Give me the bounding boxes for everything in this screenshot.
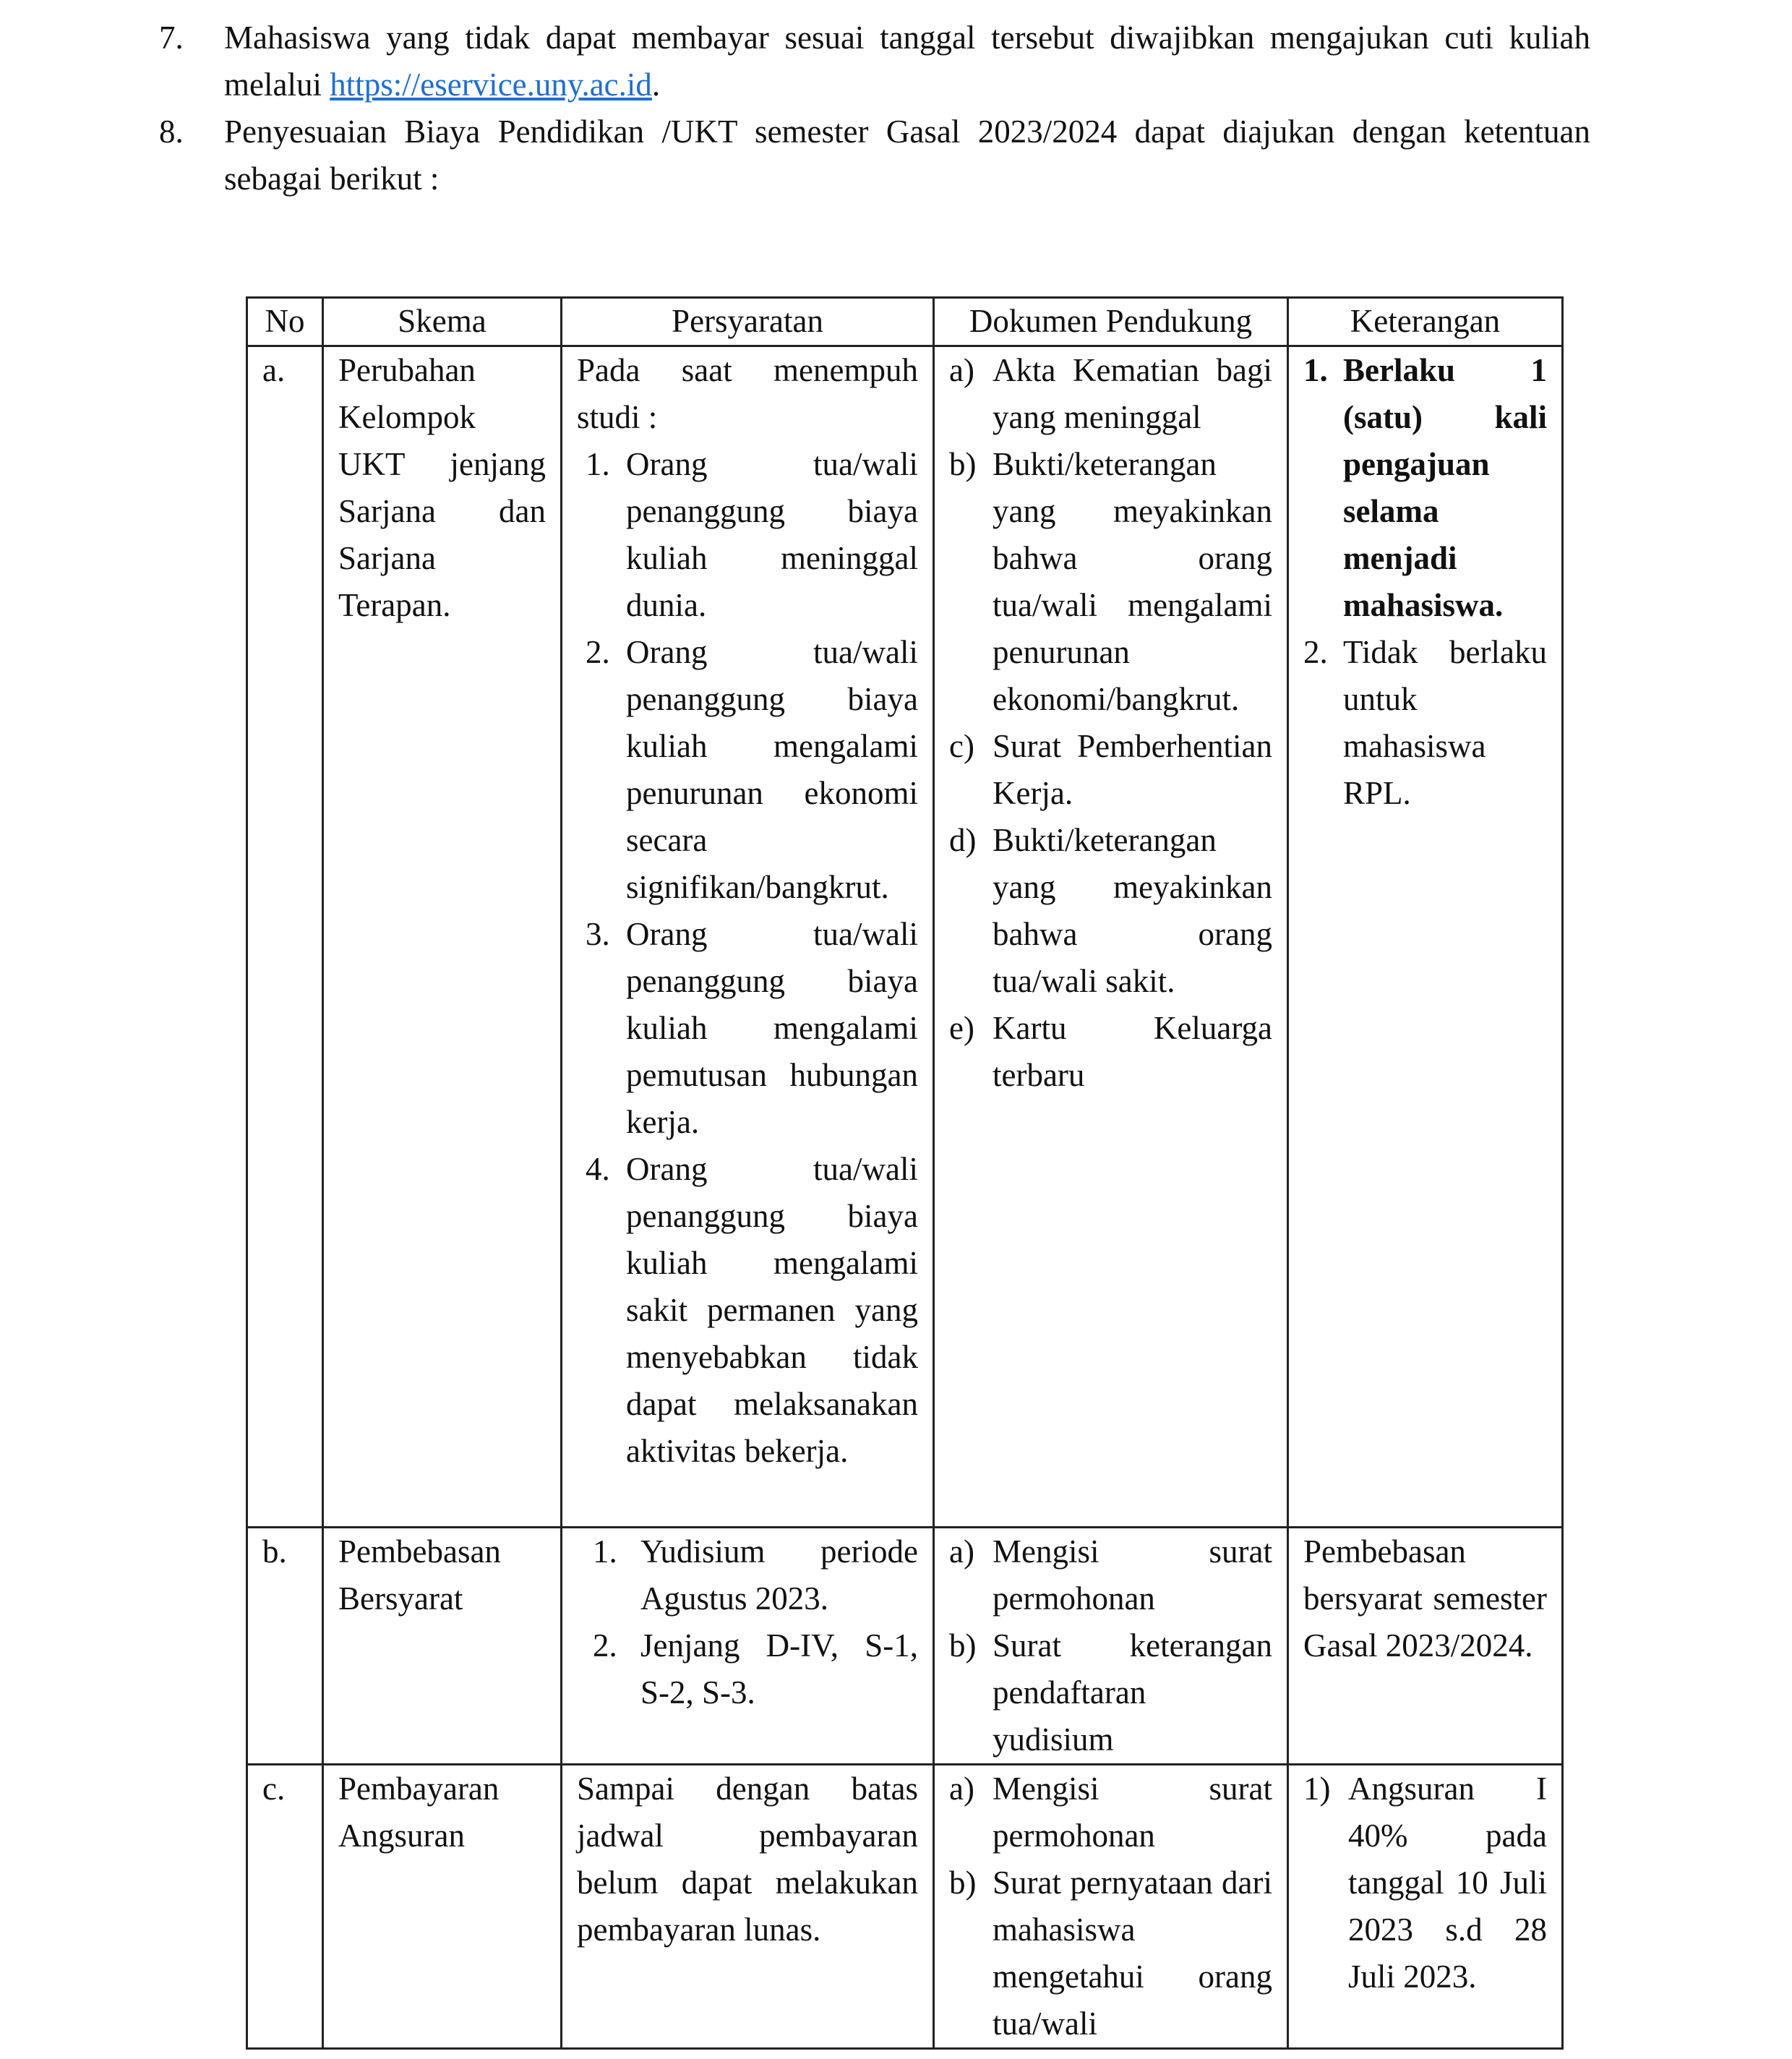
list-item — [577, 1146, 918, 1475]
list-item — [949, 817, 1272, 1005]
persyaratan-list — [577, 1528, 918, 1716]
item-marker: a) — [949, 1771, 974, 1807]
item-text: Orang tua/wali penanggung biaya kuliah mengalami pemutusan hubungan kerja. — [626, 916, 918, 1140]
list-item — [1303, 629, 1547, 817]
list-item — [577, 441, 918, 629]
list-item — [949, 347, 1272, 441]
table-row — [247, 1765, 1563, 2049]
cell-keterangan: Pembebasan bersyarat semester Gasal 2023/2024. — [1288, 1528, 1563, 1765]
list-item — [949, 1859, 1272, 2047]
cell-no: a. — [247, 346, 323, 1528]
cell-keterangan — [1288, 346, 1563, 1528]
item-marker: 1. — [593, 1533, 617, 1570]
item-marker: 4. — [586, 1151, 610, 1187]
item-marker: a) — [949, 1533, 974, 1570]
cell-persyaratan: Sampai dengan batas jadwal pembayaran belum dapat melakukan pembayaran lunas. — [562, 1765, 934, 2049]
cell-persyaratan — [562, 346, 934, 1528]
item-marker: c) — [949, 728, 974, 764]
header-dokumen: Dokumen Pendukung — [934, 298, 1288, 346]
list-item — [577, 629, 918, 911]
item-marker: d) — [949, 822, 977, 858]
item-marker: b) — [949, 1865, 977, 1901]
cell-dokumen — [934, 346, 1288, 1528]
item-text: Orang tua/wali penanggung biaya kuliah mengalami penurunan ekonomi secara signifikan/bangkrut. — [626, 634, 918, 905]
list-item — [577, 1622, 918, 1716]
list-item — [949, 723, 1272, 817]
item-text: Surat Pemberhentian Kerja. — [993, 728, 1272, 811]
keterangan-list — [1303, 347, 1547, 817]
item-text: Angsuran I 40% pada tanggal 10 Juli 2023 s.d 28 Juli 2023. — [1348, 1771, 1547, 1995]
list-item — [949, 1765, 1272, 1859]
list-number: 7. — [159, 20, 184, 56]
table-header-row — [247, 298, 1563, 346]
cell-dokumen — [934, 1765, 1288, 2049]
header-persyaratan: Persyaratan — [562, 298, 934, 346]
item-marker: 2. — [593, 1627, 617, 1664]
cell-no: c. — [247, 1765, 323, 2049]
item-text: Orang tua/wali penanggung biaya kuliah mengalami sakit permanen yang menyebabkan tidak dapat melaksanakan aktivitas bekerja. — [626, 1151, 918, 1469]
item-text: Jenjang D-IV, S-1, S-2, S-3. — [640, 1627, 918, 1711]
dokumen-list — [949, 1765, 1272, 2047]
dokumen-list — [949, 1528, 1272, 1763]
list-text: Mahasiswa yang tidak dapat membayar sesuai tanggal tersebut diwajibkan mengajukan cuti kuliah melalui — [224, 20, 1590, 103]
list-item — [949, 441, 1272, 723]
item-text: Bukti/keterangan yang meyakinkan bahwa orang tua/wali sakit. — [993, 822, 1272, 999]
table-row — [247, 1528, 1563, 1765]
header-skema: Skema — [323, 298, 562, 346]
intro-numbered-list — [159, 14, 1590, 202]
cell-skema: Pembayaran Angsuran — [323, 1765, 562, 2049]
list-item-8 — [159, 108, 1590, 202]
item-marker: 2. — [586, 634, 610, 670]
item-text: Bukti/keterangan yang meyakinkan bahwa orang tua/wali mengalami penurunan ekonomi/bangkrut. — [993, 446, 1272, 717]
list-item — [577, 1528, 918, 1622]
item-marker: e) — [949, 1010, 974, 1046]
item-marker: b) — [949, 446, 977, 482]
item-text: Surat pernyataan dari mahasiswa mengetahui orang tua/wali — [993, 1865, 1272, 2042]
item-marker: 3. — [586, 916, 610, 952]
item-marker: 1. — [586, 446, 610, 482]
list-text: Penyesuaian Biaya Pendidikan /UKT semester Gasal 2023/2024 dapat diajukan dengan ketentuan sebagai berikut : — [224, 114, 1590, 197]
cell-dokumen — [934, 1528, 1288, 1765]
list-item — [949, 1005, 1272, 1099]
eservice-link[interactable]: https://eservice.uny.ac.id — [330, 67, 652, 103]
list-item — [1303, 1765, 1547, 2000]
item-text: Berlaku 1 (satu) kali pengajuan selama menjadi mahasiswa. — [1343, 352, 1547, 623]
dokumen-list — [949, 347, 1272, 1099]
item-marker: b) — [949, 1627, 977, 1664]
item-marker: 1. — [1303, 352, 1328, 388]
cell-skema: Pembebasan Bersyarat — [323, 1528, 562, 1765]
cell-no: b. — [247, 1528, 323, 1765]
list-item — [949, 1622, 1272, 1763]
item-text: Tidak berlaku untuk mahasiswa RPL. — [1343, 634, 1547, 811]
list-item — [1303, 347, 1547, 629]
ukt-adjustment-table — [246, 296, 1564, 2050]
item-text: Mengisi surat permohonan — [993, 1771, 1272, 1854]
list-item-7 — [159, 14, 1590, 108]
table-row — [247, 346, 1563, 1528]
item-marker: 2. — [1303, 634, 1328, 670]
item-text: Akta Kematian bagi yang meninggal — [993, 352, 1272, 435]
keterangan-list — [1303, 1765, 1547, 2000]
cell-persyaratan — [562, 1528, 934, 1765]
list-item — [577, 911, 918, 1146]
item-text: Yudisium periode Agustus 2023. — [640, 1533, 918, 1617]
list-text-end: . — [651, 67, 661, 103]
cell-keterangan — [1288, 1765, 1563, 2049]
item-text: Orang tua/wali penanggung biaya kuliah meninggal dunia. — [626, 446, 918, 623]
persyaratan-list — [577, 441, 918, 1475]
persyaratan-intro: Pada saat menempuh studi : — [577, 352, 918, 435]
item-marker: a) — [949, 352, 974, 388]
cell-skema: Perubahan Kelompok UKT jenjang Sarjana dan Sarjana Terapan. — [323, 346, 562, 1528]
item-text: Kartu Keluarga terbaru — [993, 1010, 1272, 1093]
list-item — [949, 1528, 1272, 1622]
item-text: Mengisi surat permohonan — [993, 1533, 1272, 1617]
item-marker: 1) — [1303, 1771, 1331, 1807]
header-no: No — [247, 298, 323, 346]
item-text: Surat keterangan pendaftaran yudisium — [993, 1627, 1272, 1758]
header-keterangan: Keterangan — [1288, 298, 1563, 346]
list-number: 8. — [159, 114, 184, 150]
